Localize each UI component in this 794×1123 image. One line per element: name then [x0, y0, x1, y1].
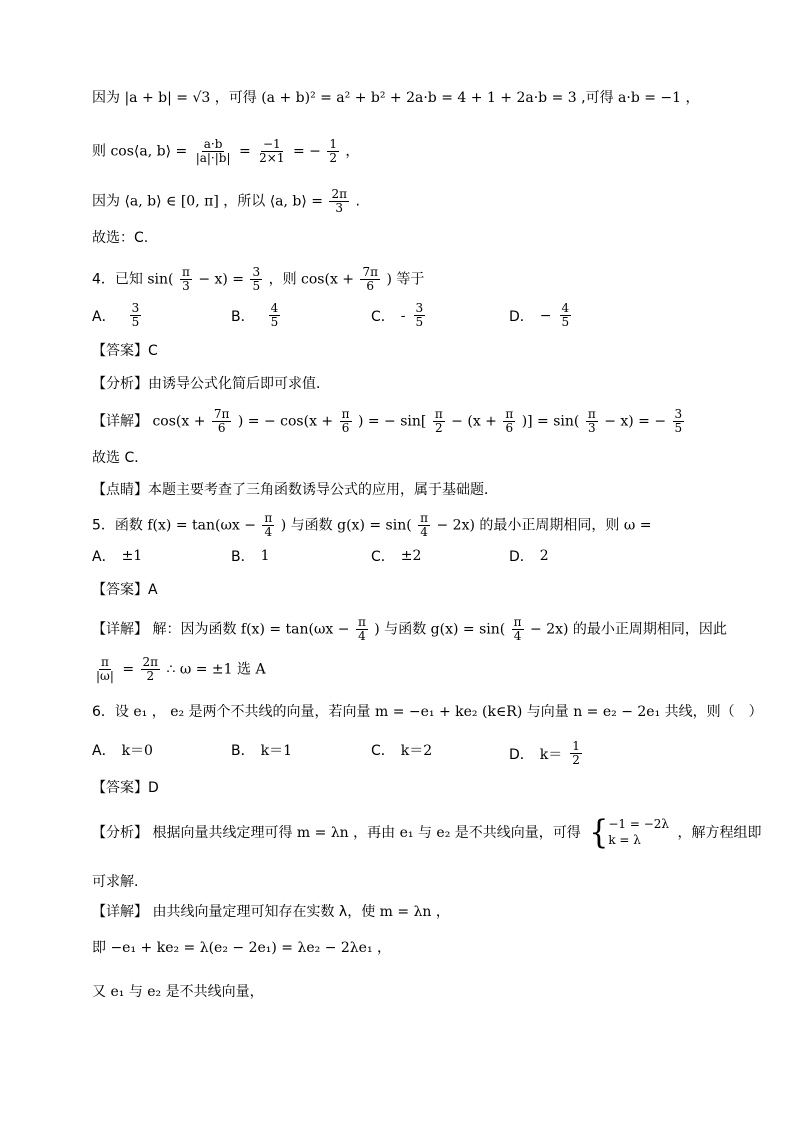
option-label: B． [231, 549, 255, 565]
math-expression: e₁ [399, 825, 414, 841]
option-value: k＝0 [121, 743, 153, 759]
option-d [509, 740, 584, 767]
q5-options [92, 546, 692, 576]
q6-detail-2 [92, 938, 391, 958]
math-expression: m = −e₁ + ke₂ (k∈R) [375, 704, 523, 720]
numerator: 3 [131, 301, 140, 315]
math-expression: − x) = − [604, 413, 667, 430]
fraction [586, 408, 598, 435]
math-expression: )] = sin( [521, 413, 580, 430]
denominator: 2 [434, 421, 443, 435]
denominator: 3 [587, 421, 596, 435]
fraction [329, 188, 349, 215]
question-number: 6．设 [92, 704, 129, 720]
numerator: π [505, 407, 514, 421]
denominator: 2×1 [259, 151, 285, 165]
fraction [180, 266, 192, 293]
numerator: 3 [674, 407, 683, 421]
math-expression: g(x) = sin( [337, 517, 412, 534]
option-label: A． [92, 743, 116, 759]
denominator: 5 [415, 315, 424, 329]
math-expression: ) [280, 517, 287, 534]
option-value: 2 [539, 548, 549, 564]
math-expression: − (x + [451, 413, 497, 430]
math-expression: − 2x) [436, 517, 475, 534]
option-value: ±1 [121, 548, 143, 564]
math-expression: sin( [147, 271, 174, 288]
math-expression: a·b = −1 [618, 90, 682, 106]
denominator: 2 [572, 753, 580, 767]
fraction [212, 408, 232, 435]
detail-tag: 【详解】 [92, 904, 148, 920]
numerator: 3 [252, 265, 261, 279]
denominator: 6 [217, 421, 226, 435]
fraction [250, 266, 262, 293]
math-expression: − x) = [198, 271, 245, 288]
question-number: 4．已知 [92, 271, 143, 288]
math-expression: n = e₂ − 2e₁ [573, 704, 661, 720]
q4-detail [92, 408, 686, 435]
math-expression: ⟨a, b⟩ ∈ [0, π] [124, 193, 219, 210]
option-a [92, 740, 153, 760]
fraction [269, 302, 281, 329]
option-c [371, 546, 421, 566]
math-expression: |a + b| = √3 [124, 90, 211, 106]
option-label: D． [509, 746, 534, 763]
question-6 [92, 702, 763, 722]
text: ， [377, 940, 392, 956]
q6-analysis-2: 可求解. [92, 874, 139, 890]
solution-line-3 [92, 188, 360, 215]
equation-row: k = λ [608, 833, 641, 847]
option-label: C． [371, 549, 395, 565]
numerator: π [100, 655, 109, 669]
q6-answer [92, 778, 159, 798]
math-expression: cos⟨a, b⟩ = [110, 143, 188, 160]
fraction [141, 656, 161, 683]
numerator: 1 [572, 739, 580, 753]
q4-comment [92, 480, 498, 500]
math-expression: −e₁ + ke₂ = λ(e₂ − 2e₁) = λe₂ − 2λe₁ [110, 940, 373, 956]
q4-analysis [92, 374, 330, 394]
fraction [570, 740, 582, 767]
text: 因为 [92, 90, 120, 106]
text: ，则 [268, 271, 297, 288]
denominator: 4 [358, 629, 366, 643]
math-expression: ) = − sin[ [357, 413, 427, 430]
math-expression: ⟨a, b⟩ = [269, 193, 324, 210]
math-expression: ) [374, 621, 380, 638]
option-a [92, 302, 143, 329]
denominator: 6 [505, 421, 514, 435]
fraction [414, 302, 426, 329]
denominator: 5 [561, 315, 570, 329]
denominator: 5 [270, 315, 279, 329]
fraction [94, 656, 116, 683]
q6-analysis [92, 813, 762, 852]
option-value: ±2 [400, 548, 422, 564]
option-d [509, 546, 549, 566]
math-expression: e₂ [147, 984, 162, 1000]
text: 解：因为函数 [152, 621, 237, 638]
math-expression: ) [386, 271, 392, 288]
denominator: 3 [182, 279, 190, 293]
option-c [371, 740, 432, 760]
math-expression: ω = [623, 517, 652, 534]
fraction [130, 302, 142, 329]
option-sign: - [400, 307, 406, 324]
option-value: k＝1 [260, 743, 292, 759]
numerator: 1 [329, 137, 337, 151]
denominator: |a|·|b| [195, 151, 231, 165]
option-label: D． [509, 549, 534, 565]
math-expression: cos(x + [152, 413, 206, 430]
denominator: 5 [674, 421, 683, 435]
fraction [360, 266, 380, 293]
question-4 [92, 266, 424, 293]
text: ， [435, 904, 450, 920]
text: 与 [417, 825, 432, 841]
math-expression: ∴ ω = ±1 选 A [166, 661, 266, 678]
fraction [262, 512, 274, 539]
text: 因为 [92, 193, 120, 210]
math-expression: m = λn [379, 904, 432, 920]
math-expression: = − [292, 143, 321, 160]
text: ，再由 [353, 825, 396, 841]
option-label: B． [231, 743, 255, 759]
numerator: 2π [331, 187, 348, 201]
text: ,可得 [581, 90, 614, 106]
option-label: C． [371, 743, 395, 759]
text: ， [151, 704, 166, 720]
option-a [92, 546, 142, 566]
numerator: 7π [213, 407, 230, 421]
analysis-text: 由诱导公式化简后即可求值． [148, 376, 330, 392]
denominator: 2 [146, 669, 155, 683]
numerator: π [513, 615, 522, 629]
detail-tag: 【详解】 [92, 413, 148, 430]
option-label: D． [509, 308, 534, 325]
numerator: π [341, 407, 350, 421]
answer-tag: 【答案】 [92, 582, 148, 598]
numerator: π [587, 407, 596, 421]
left-brace-icon: { [589, 813, 609, 852]
denominator: 5 [131, 315, 140, 329]
text: 是两个不共线的向量，若向量 [188, 704, 371, 720]
denominator: 4 [513, 629, 522, 643]
math-expression: cos(x + [301, 271, 355, 288]
math-expression: − 2x) [530, 621, 569, 638]
fraction [418, 512, 430, 539]
math-expression: f(x) = tan(ωx − [240, 621, 350, 638]
fraction [503, 408, 515, 435]
option-value: k＝ [539, 746, 563, 763]
answer-tag: 【答案】 [92, 343, 148, 359]
numerator: π [434, 407, 443, 421]
fraction [257, 138, 286, 165]
fraction [560, 302, 572, 329]
solution-line-2 [92, 138, 359, 165]
q5-answer [92, 580, 158, 600]
math-expression: g(x) = sin( [430, 621, 506, 638]
numerator: π [181, 265, 190, 279]
text: ， [685, 90, 700, 106]
text: ，可得 [214, 90, 257, 106]
math-expression: m = λn [296, 825, 349, 841]
option-sign: − [539, 307, 552, 324]
math-expression: f(x) = tan(ωx − [147, 517, 256, 534]
q4-answer [92, 341, 158, 361]
choose-line: 故选：C. [92, 230, 149, 246]
fraction [340, 408, 352, 435]
option-label: C． [371, 308, 395, 325]
text: ，所以 [223, 193, 266, 210]
math-expression: e₂ [170, 704, 185, 720]
text: 等于 [396, 271, 425, 288]
equation-system [589, 813, 669, 852]
text: 是不共线向量， [165, 984, 264, 1000]
question-number: 5．函数 [92, 517, 143, 534]
denominator: 4 [264, 525, 273, 539]
q6-options [92, 740, 692, 770]
comment-text: 本题主要考查了三角函数诱导公式的应用，属于基础题． [148, 482, 498, 498]
math-expression: = [238, 143, 251, 160]
denominator: 6 [341, 421, 350, 435]
option-d [509, 302, 573, 329]
math-expression: (a + b)² = a² + b² + 2a·b = 4 + 1 + 2a·b = 3 [261, 90, 577, 106]
q5-detail [92, 616, 727, 643]
comment-tag: 【点睛】 [92, 482, 148, 498]
q5-detail-2 [92, 656, 266, 683]
text: . [355, 193, 360, 210]
math-expression: e₂ [436, 825, 451, 841]
numerator: 7π [362, 265, 379, 279]
text: 与函数 [384, 621, 427, 638]
text: 与函数 [290, 517, 333, 534]
numerator: a·b [203, 137, 223, 151]
math-expression: e₁ [110, 984, 125, 1000]
option-label: A． [92, 308, 116, 325]
text: 又 [92, 984, 106, 1000]
denominator: 3 [335, 201, 344, 215]
q6-detail-3 [92, 982, 264, 1002]
option-value: k＝2 [400, 743, 433, 759]
equation-row: −1 = −2λ [608, 817, 669, 831]
text: 与向量 [526, 704, 569, 720]
q4-options [92, 302, 692, 332]
text: 的最小正周期相同，则 [479, 517, 620, 534]
fraction [433, 408, 445, 435]
option-label: B． [231, 308, 255, 325]
numerator: π [420, 511, 429, 525]
numerator: 3 [415, 301, 424, 315]
option-value: 1 [260, 548, 270, 564]
text: 与 [128, 984, 143, 1000]
text: ， [345, 143, 360, 160]
option-b [231, 302, 282, 329]
numerator: π [264, 511, 273, 525]
denominator: 5 [252, 279, 261, 293]
numerator: 2π [142, 655, 159, 669]
q6-detail [92, 902, 450, 922]
fraction [356, 616, 368, 643]
math-expression: ) = − cos(x + [237, 413, 334, 430]
analysis-tag: 【分析】 [92, 376, 148, 392]
answer-value: A [148, 582, 158, 598]
option-b [231, 740, 292, 760]
answer-value: D [148, 780, 159, 796]
text: ，解方程组即 [677, 825, 762, 841]
text: 共线，则（ ） [664, 704, 763, 720]
detail-tag: 【详解】 [92, 621, 148, 638]
numerator: 4 [561, 301, 570, 315]
q4-choose: 故选 C． [92, 450, 149, 466]
text: 是不共线向量，可得 [454, 825, 581, 841]
fraction [194, 138, 233, 165]
fraction [327, 138, 339, 165]
text: 即 [92, 940, 106, 956]
option-c [371, 302, 427, 329]
text: 的最小正周期相同，因此 [572, 621, 727, 638]
option-b [231, 546, 270, 566]
option-label: A． [92, 549, 116, 565]
fraction [673, 408, 685, 435]
denominator: |ω| [96, 669, 114, 683]
numerator: 4 [270, 301, 279, 315]
numerator: −1 [262, 137, 281, 151]
math-expression: = [122, 661, 135, 678]
math-expression: e₁ [133, 704, 148, 720]
text: 由共线向量定理可知存在实数 λ，使 [152, 904, 376, 920]
text: 根据向量共线定理可得 [152, 825, 293, 841]
solution-line-1 [92, 88, 700, 108]
text: 则 [92, 143, 106, 160]
denominator: 6 [366, 279, 375, 293]
fraction [512, 616, 524, 643]
answer-tag: 【答案】 [92, 780, 148, 796]
question-5 [92, 512, 651, 539]
analysis-tag: 【分析】 [92, 825, 148, 841]
answer-value: C [148, 343, 158, 359]
denominator: 2 [329, 151, 337, 165]
denominator: 4 [420, 525, 428, 539]
numerator: π [357, 615, 366, 629]
